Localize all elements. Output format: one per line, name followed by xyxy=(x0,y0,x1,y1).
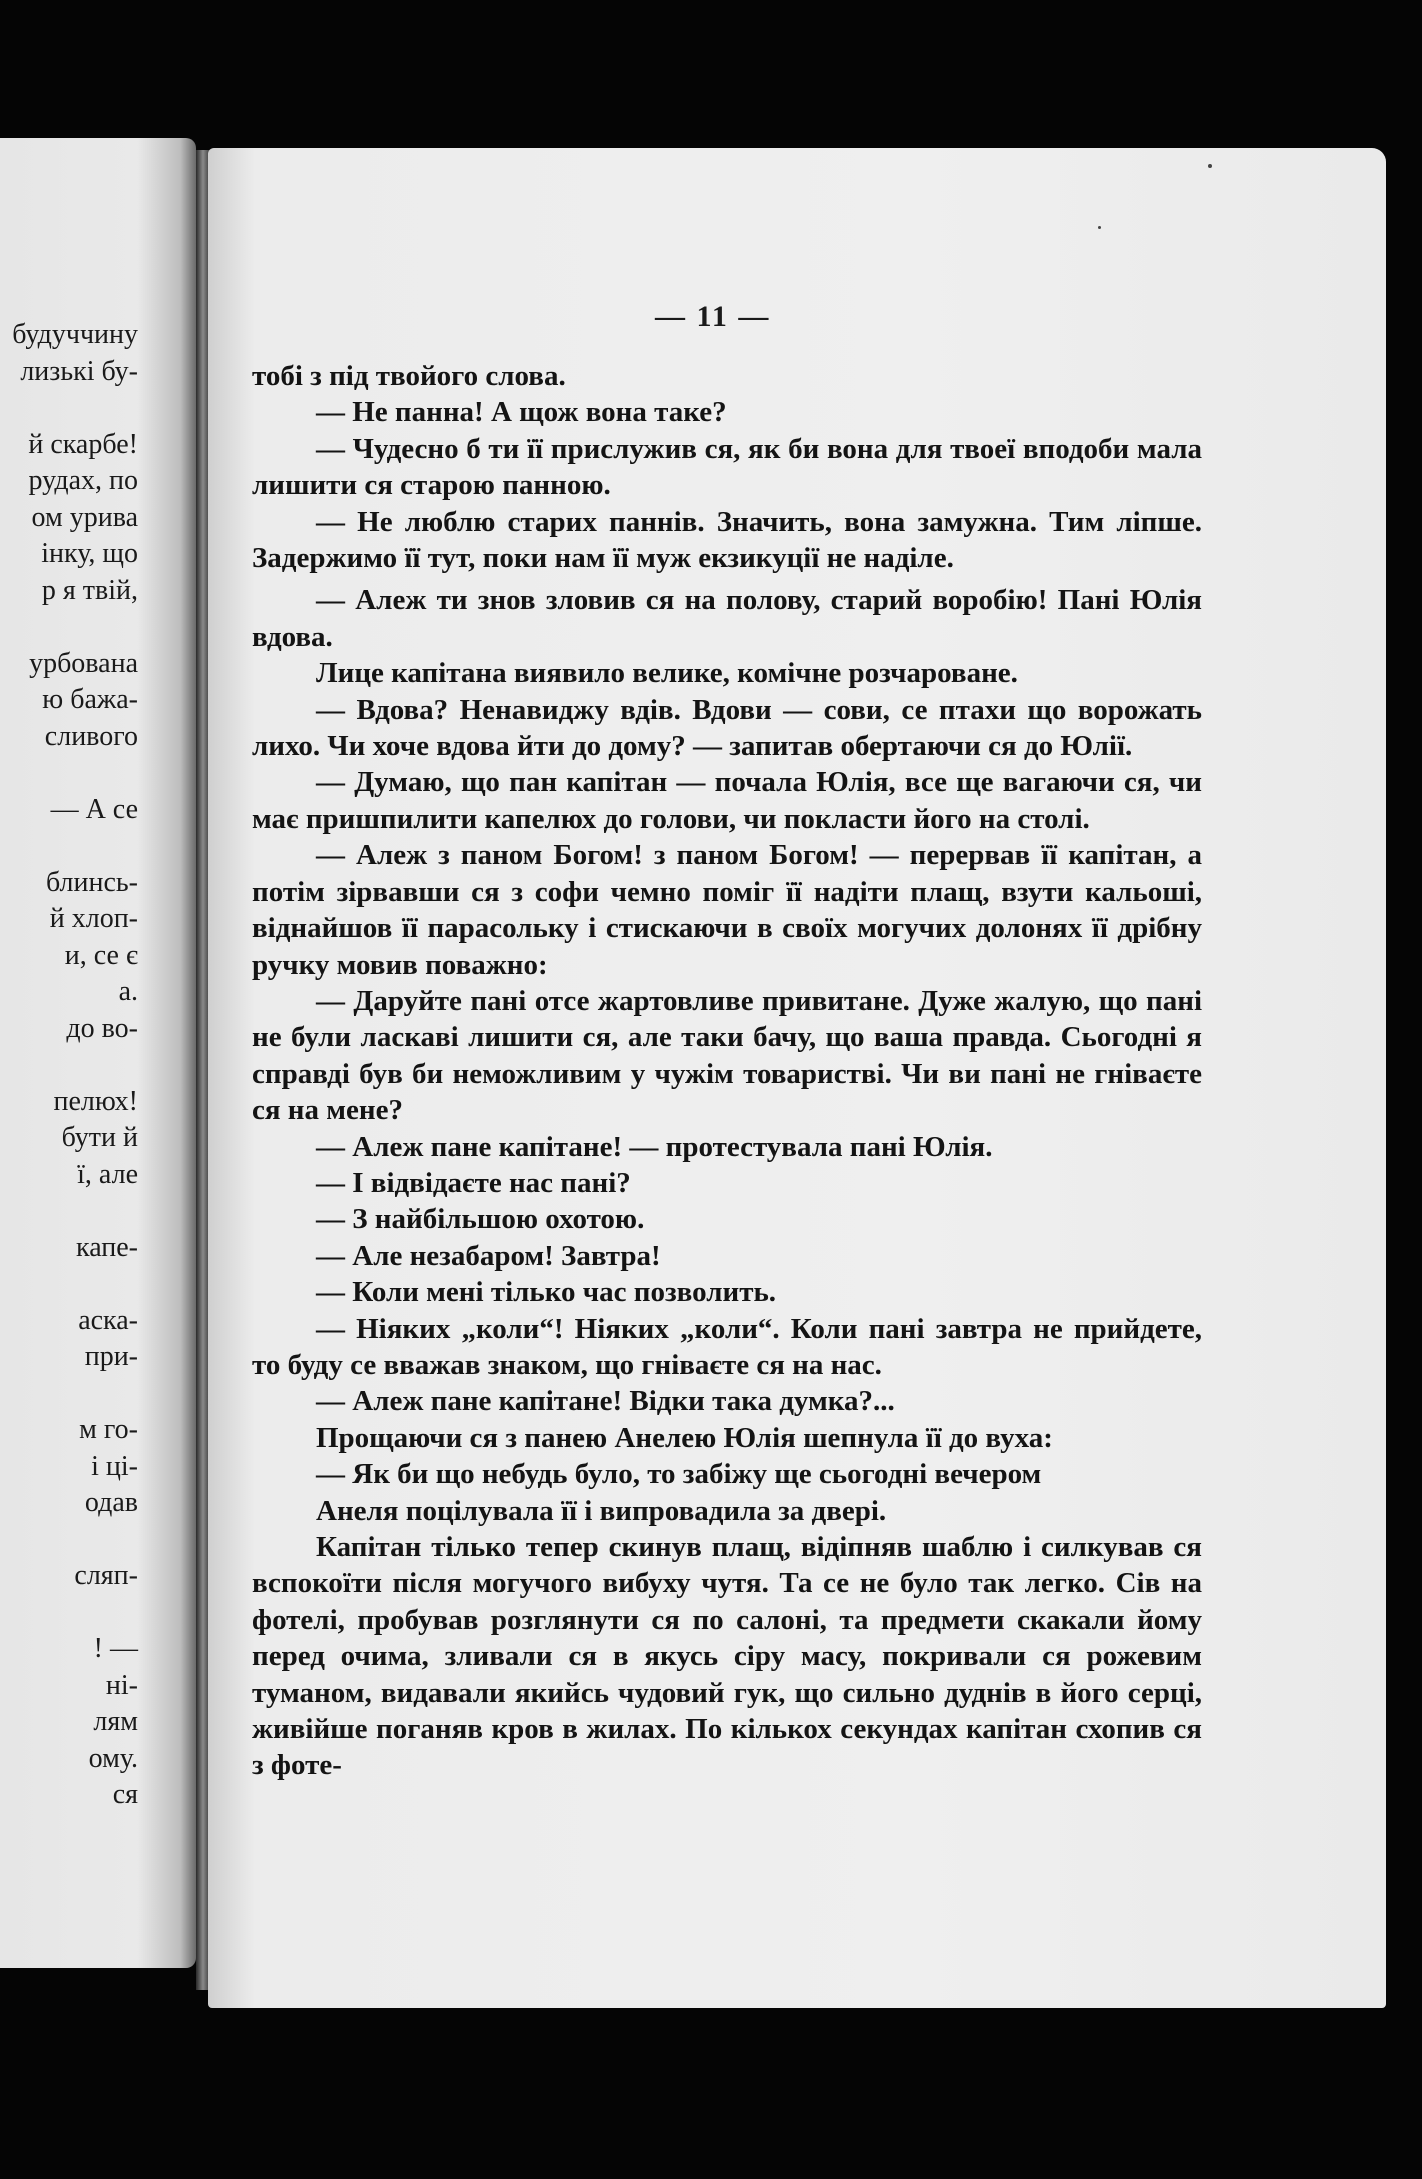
left-page-line: ом урива xyxy=(31,501,138,533)
left-page-line: лям xyxy=(93,1706,138,1737)
paragraph: — Але незабаром! Завтра! xyxy=(316,1239,661,1272)
paragraph: — Не люблю старих паннів. Значить, вона замужна. Тим ліпше. Задержимо її тут, поки нам її муж екзикуції не наділе. xyxy=(252,505,1202,575)
paragraph: Анеля поцілувала її і випровадила за двері. xyxy=(316,1494,887,1527)
left-page-line: рудах, по xyxy=(28,465,138,496)
paragraph: — І відвідаєте нас пані? xyxy=(316,1166,631,1199)
paragraph: — Ніяких „коли“! Ніяких „коли“. Коли пані завтра не прийдете, то буду се вважав знаком, що гніваєте ся на нас. xyxy=(252,1312,1202,1381)
paragraph: — Коли мені тілько час позволить. xyxy=(316,1276,777,1309)
left-page-line: й хлоп- xyxy=(49,903,138,934)
left-page-line: ні- xyxy=(105,1669,138,1701)
left-page-line: при- xyxy=(84,1341,138,1372)
left-page xyxy=(0,138,196,1968)
left-page-line: м го- xyxy=(79,1414,138,1445)
paragraph: — Не панна! А щож вона таке? xyxy=(316,396,727,429)
dust-speck xyxy=(1208,164,1212,168)
left-page-line: капе- xyxy=(76,1231,138,1263)
left-page-line: и, се є xyxy=(64,939,138,971)
paragraph: — Думаю, що пан капітан — почала Юлія, все ще вагаючи ся, чи має пришпилити капелюх до голови, чи покласти його на столі. xyxy=(252,766,1202,835)
paragraph: Капітан тілько тепер скинув плащ, відіпняв шаблю і силкував ся вспокоїти після могучого вибуху чутя. Та се не було так легко. Сів на фотелі, пробував розглянути ся по салоні, та предмети скакали йому перед очима, зливали ся в якусь сіру масу, покривали ся рожевим туманом, видавали якийсь чудовий гук, що сильно дуднів в його серці, живійше поганяв кров в жилах. По кількох секундах капітан схопив ся з фоте- xyxy=(252,1531,1202,1782)
left-page-line: блинсь- xyxy=(45,866,138,898)
paragraph: — Алеж з паном Богом! з паном Богом! — перервав її капітан, а потім зірвавши ся з софи чемно поміг її надіти плащ, взути кальоші, віднайшов її парасольку і стискаючи в своїх могучих долонях її дрібну ручку мовив поважно: xyxy=(252,839,1202,981)
left-page-line: сляп- xyxy=(74,1560,138,1591)
left-page-line: — А се xyxy=(50,793,138,825)
left-page-line: ї, але xyxy=(77,1158,138,1190)
paragraph: — Алеж пане капітане! — протестувала пані Юлія. xyxy=(316,1130,993,1163)
left-page-line: і ці- xyxy=(91,1450,138,1482)
paragraph: — Алеж пане капітане! Відки така думка?... xyxy=(316,1385,895,1418)
dust-speck xyxy=(1098,226,1101,229)
left-page-line: й скарбе! xyxy=(28,428,138,460)
paragraph: — Чудесно б ти її прислужив ся, як би вона для твоеї вподоби мала лишити ся старою панною. xyxy=(252,432,1202,502)
left-page-line: лизькі бу- xyxy=(20,355,138,387)
paragraph: — З найбільшою охотою. xyxy=(316,1203,645,1236)
left-page-line: до во- xyxy=(66,1012,138,1044)
paragraph: тобі з під твойого слова. xyxy=(252,360,566,392)
left-page-line: будуччину xyxy=(12,319,138,350)
left-page-line: ! — xyxy=(93,1633,138,1664)
paragraph: — Як би що небудь було, то забіжу ще сьогодні вечером xyxy=(316,1458,1042,1491)
left-page-line: ю бажа- xyxy=(42,684,138,715)
left-page-line: бути й xyxy=(61,1122,138,1153)
left-page-line: сливого xyxy=(44,720,138,752)
left-page-line: а. xyxy=(118,976,138,1007)
paragraph: Лице капітана виявило велике, комічне розчароване. xyxy=(316,657,1018,690)
left-page-line: урбована xyxy=(29,647,138,679)
page-body xyxy=(252,358,1202,1784)
left-page-line: інку, що xyxy=(41,538,138,569)
left-page-line: ся xyxy=(112,1779,138,1810)
paragraph: — Алеж ти знов зловив ся на полову, старий воробію! Пані Юлія вдова. xyxy=(252,584,1202,653)
paragraph: Прощаючи ся з панею Анелею Юлія шепнула її до вуха: xyxy=(316,1421,1053,1454)
left-page-line: аска- xyxy=(78,1304,138,1336)
left-page-line: одав xyxy=(84,1487,138,1518)
left-page-line: пелюх! xyxy=(53,1085,138,1117)
page-number: — 11 — xyxy=(655,300,771,333)
paragraph: — Даруйте пані отсе жартовливе привитане. Дуже жалую, що пані не були ласкаві лишити ся, але таки бачу, що ваша правда. Сьогодні я справді був би неможливим у чужім товаристві. Чи ви пані не гніваєте ся на мене? xyxy=(252,984,1202,1127)
paragraph: — Вдова? Ненавиджу вдів. Вдови — сови, се птахи що ворожать лихо. Чи хоче вдова йти до дому? — запитав обертаючи ся до Юлії. xyxy=(252,693,1202,763)
left-page-line: ому. xyxy=(88,1742,138,1774)
left-page-line: р я твій, xyxy=(41,574,138,606)
